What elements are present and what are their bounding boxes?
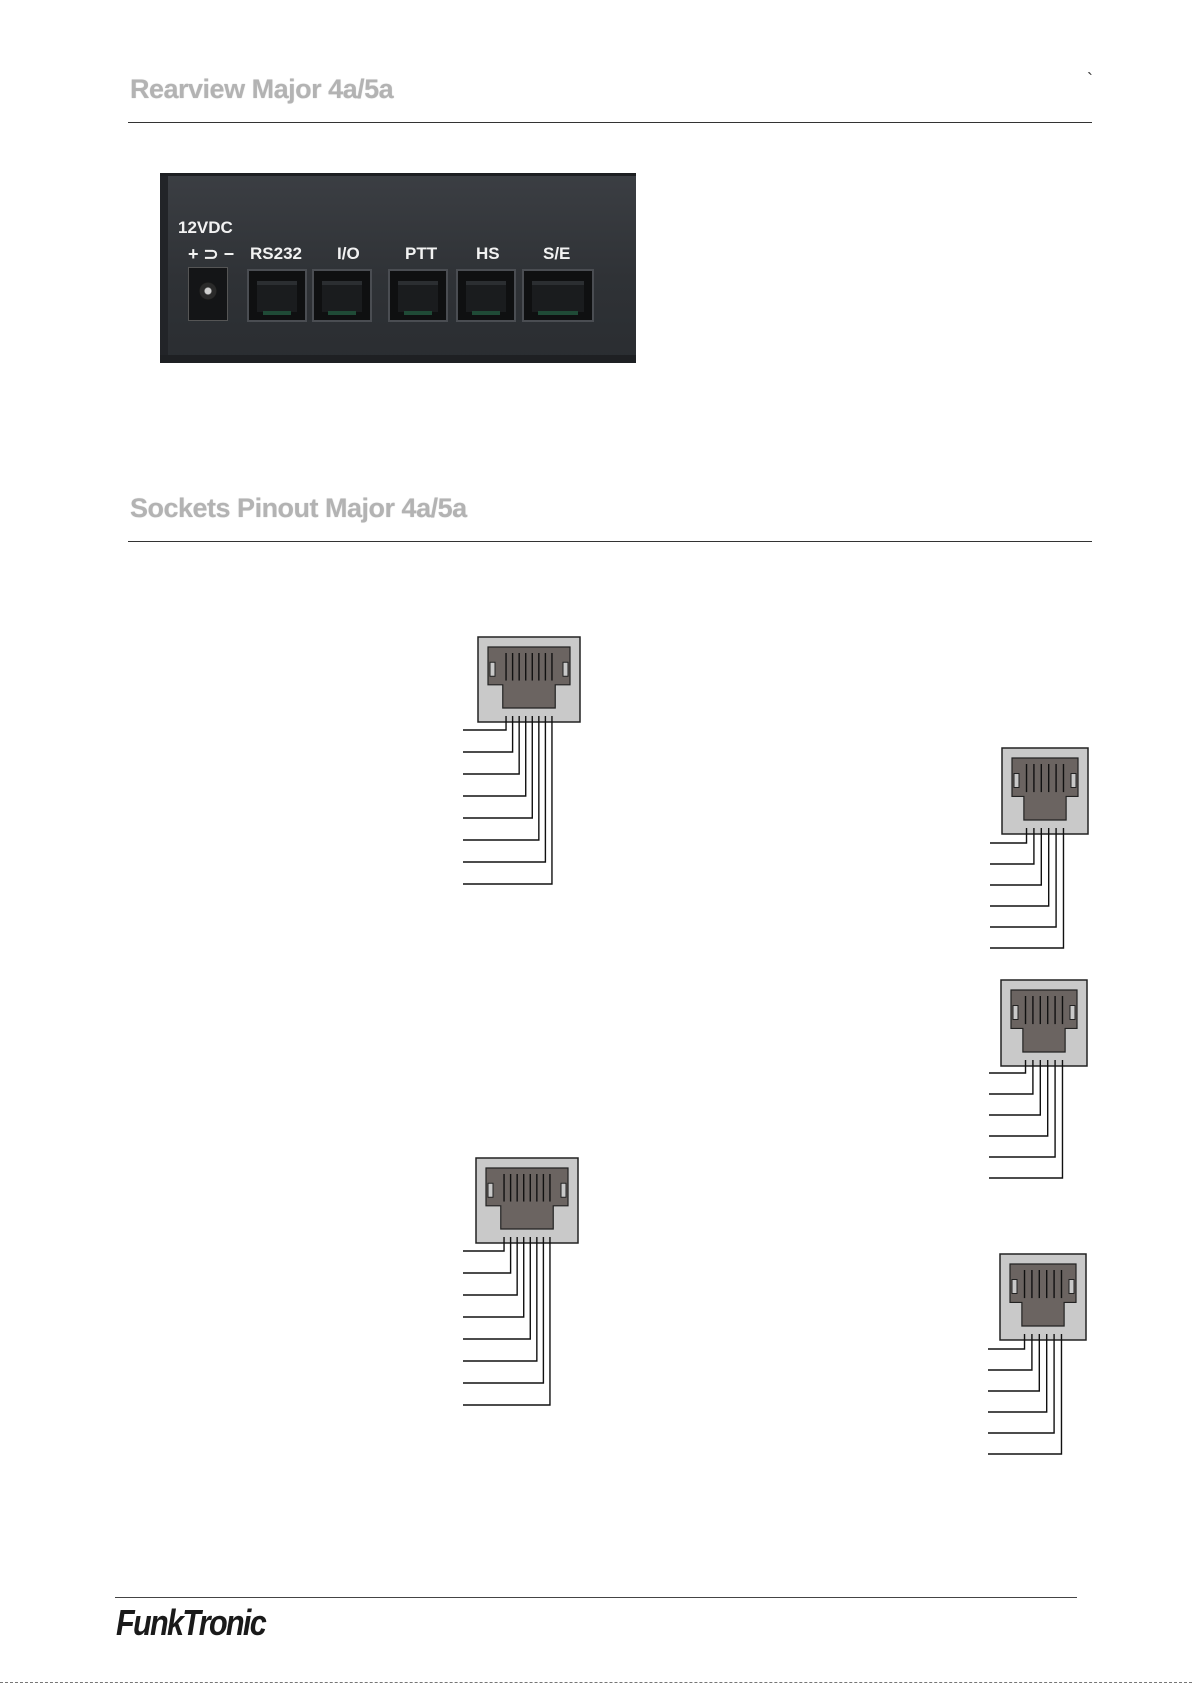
power-polarity-symbol: + ⊃ − xyxy=(188,244,235,264)
socket-lead-4-4 xyxy=(463,1237,524,1317)
socket-lead-1-5 xyxy=(463,716,532,818)
funktronic-logo: FunkTronic xyxy=(116,1602,266,1643)
socket-lead-1-6 xyxy=(463,716,539,840)
socket-lead-3-5 xyxy=(989,1060,1055,1157)
socket-notch-right-5 xyxy=(1069,1280,1074,1294)
socket-lead-4-3 xyxy=(463,1237,517,1295)
socket-notch-left-5 xyxy=(1012,1280,1017,1294)
socket-lead-1-3 xyxy=(463,716,519,774)
port-label-se: S/E xyxy=(543,244,571,263)
power-label: 12VDC xyxy=(178,218,233,237)
socket-lead-4-5 xyxy=(463,1237,530,1339)
socket-lead-2-6 xyxy=(990,828,1063,948)
socket-notch-left-3 xyxy=(1013,1006,1018,1020)
socket-notch-right-1 xyxy=(563,662,568,676)
port-label-rs232: RS232 xyxy=(250,244,302,263)
socket-lead-1-4 xyxy=(463,716,526,796)
socket-notch-left-4 xyxy=(488,1183,493,1197)
page-bottom-edge xyxy=(0,1682,1192,1683)
socket-notch-right-3 xyxy=(1070,1006,1075,1020)
socket-notch-left-1 xyxy=(490,662,495,676)
port-label-io: I/O xyxy=(337,244,360,263)
socket-lead-5-6 xyxy=(988,1334,1061,1454)
pinout-title: Sockets Pinout Major 4a/5a xyxy=(130,493,467,523)
port-label-ptt: PTT xyxy=(405,244,438,263)
corner-mark: ` xyxy=(1087,70,1093,90)
port-label-hs: HS xyxy=(476,244,500,263)
rearview-title: Rearview Major 4a/5a xyxy=(130,74,394,104)
socket-lead-3-4 xyxy=(989,1060,1048,1136)
socket-lead-3-6 xyxy=(989,1060,1062,1178)
footer-rule xyxy=(115,1597,1077,1598)
socket-lead-5-4 xyxy=(988,1334,1047,1412)
socket-lead-4-6 xyxy=(463,1237,537,1361)
socket-lead-2-4 xyxy=(990,828,1049,906)
socket-notch-right-2 xyxy=(1071,774,1076,788)
socket-notch-right-4 xyxy=(561,1183,566,1197)
socket-notch-left-2 xyxy=(1014,774,1019,788)
